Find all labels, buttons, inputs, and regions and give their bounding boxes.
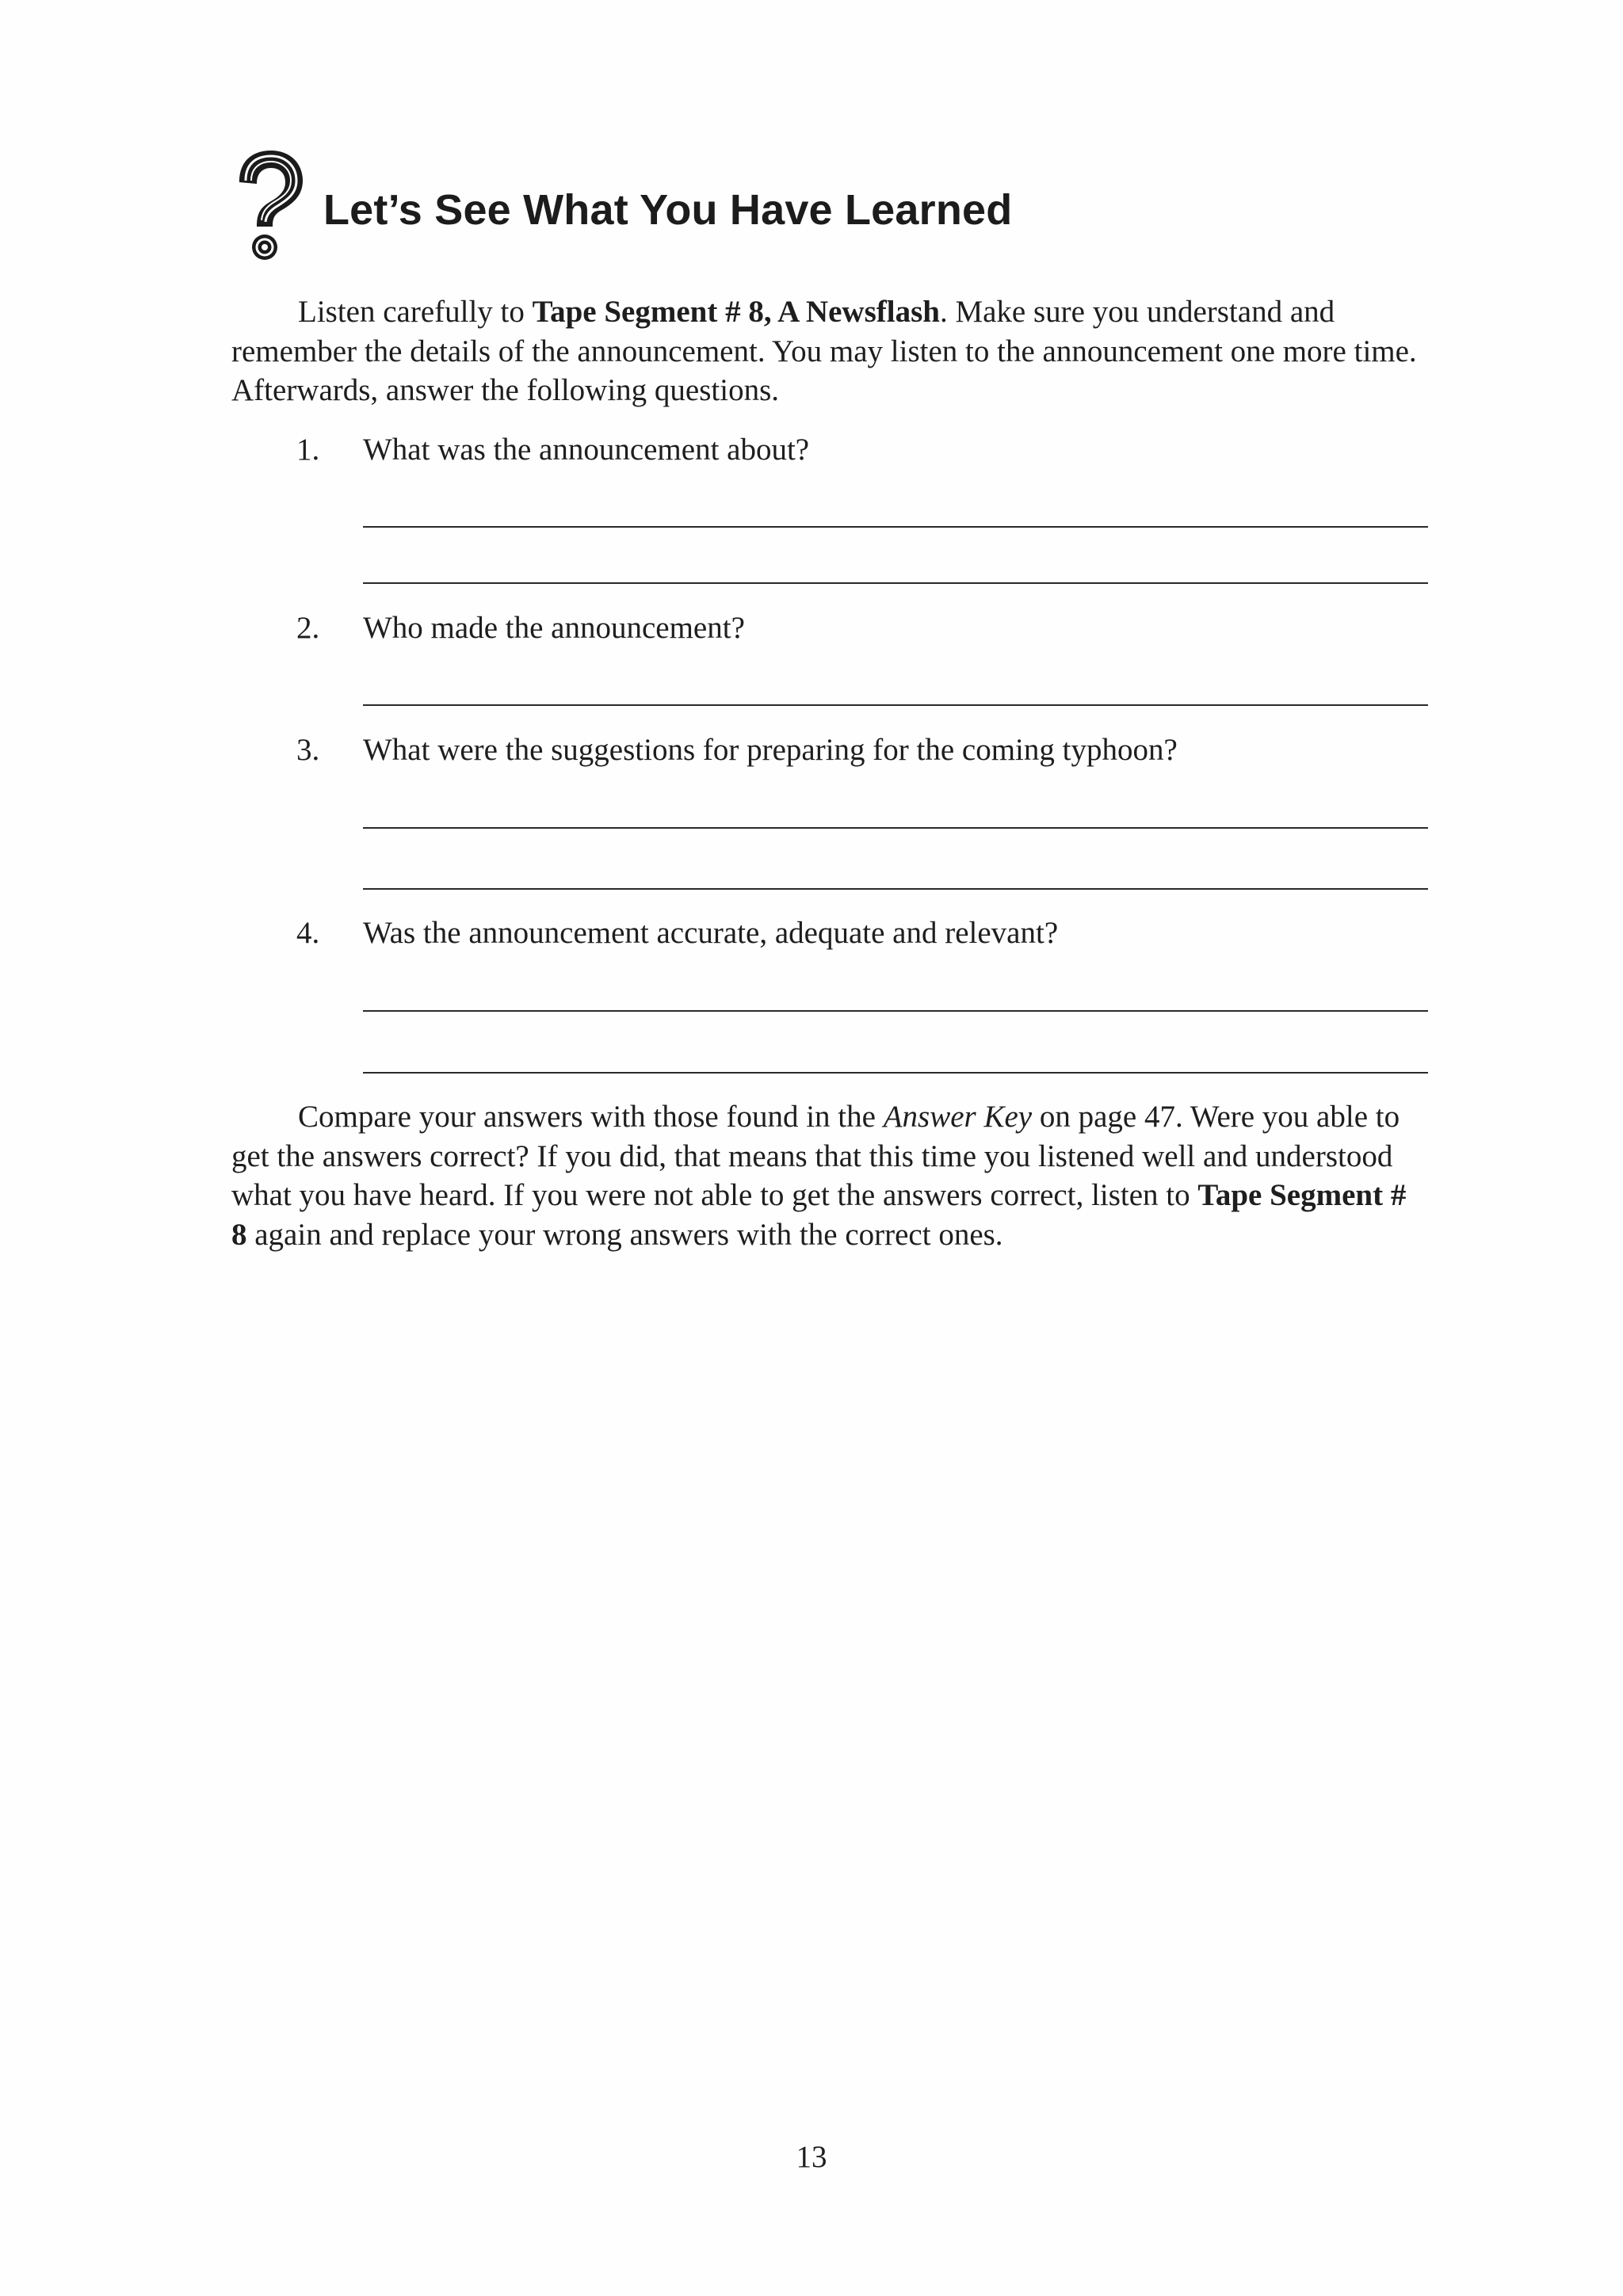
intro-text-after: . Make sure you understand and remember the details of the announcement. You may listen to the announcement one more time. Afterwards, answer the following questions. — [231, 295, 1417, 407]
answer-line-1a[interactable] — [363, 526, 1428, 528]
answer-line-1b[interactable] — [363, 582, 1428, 584]
outro-tape-segment: Tape Segment # 8 — [231, 1178, 1407, 1252]
question-number: 1. — [296, 433, 320, 467]
question-number: 4. — [296, 916, 320, 950]
outro-text-3: again and replace your wrong answers with the correct ones. — [246, 1217, 1003, 1252]
question-number: 3. — [296, 733, 320, 767]
answer-line-4b[interactable] — [363, 1072, 1428, 1074]
question-1 — [296, 430, 809, 470]
question-2 — [296, 608, 745, 648]
page-number: 13 — [796, 2140, 827, 2174]
outro-text-1: Compare your answers with those found in the — [298, 1100, 884, 1134]
question-4 — [296, 913, 1058, 953]
outro-paragraph — [231, 1097, 1428, 1254]
answer-line-3a[interactable] — [363, 827, 1428, 829]
question-text: What was the announcement about? — [363, 433, 810, 467]
intro-tape-segment: Tape Segment # 8, A Newsflash — [532, 295, 940, 329]
answer-line-2a[interactable] — [363, 704, 1428, 706]
page-title: Let’s See What You Have Learned — [323, 186, 1013, 234]
question-mark-icon — [228, 147, 307, 266]
intro-text-before: Listen carefully to — [298, 295, 533, 329]
question-text: What were the suggestions for preparing for the coming typhoon? — [363, 733, 1178, 767]
question-text: Was the announcement accurate, adequate and relevant? — [363, 916, 1059, 950]
answer-line-3b[interactable] — [363, 888, 1428, 890]
answer-line-4a[interactable] — [363, 1010, 1428, 1012]
question-3 — [296, 730, 1178, 770]
intro-paragraph — [231, 292, 1428, 410]
question-number: 2. — [296, 611, 320, 645]
question-text: Who made the announcement? — [363, 611, 745, 645]
outro-text-2: on page 47. Were you able to get the answers correct? If you did, that means that this time you listened well and understood what you have heard. If you were not able to get the answers correct, listen to — [231, 1100, 1400, 1212]
answer-key-reference: Answer Key — [883, 1100, 1033, 1134]
